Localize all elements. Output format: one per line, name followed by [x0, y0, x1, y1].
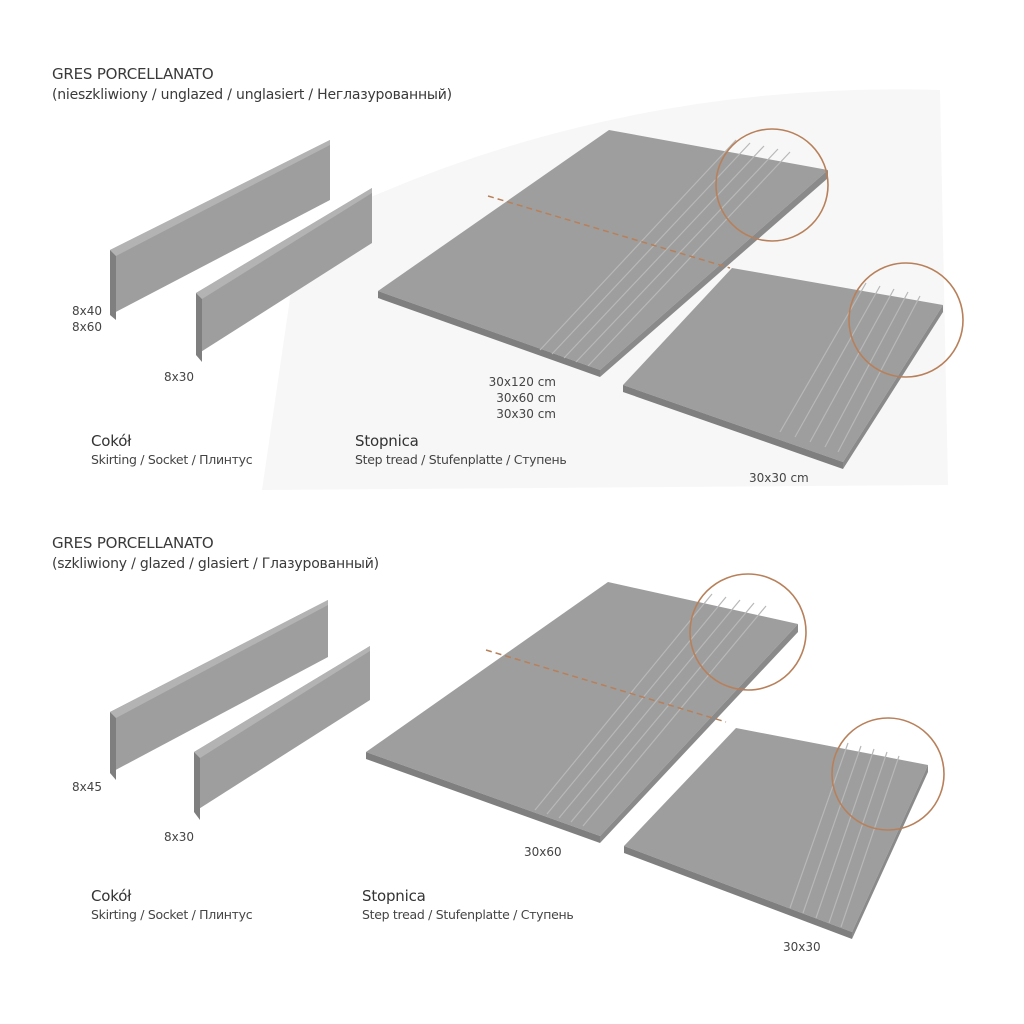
- dimension-label: 30x60 cm: [496, 391, 556, 405]
- dimension-label: 30x120 cm: [488, 375, 556, 389]
- dimension-label: 30x30 cm: [496, 407, 556, 421]
- dimension-label: 8x30: [164, 830, 195, 844]
- skirting-subtitle: Skirting / Socket / Плинтус: [91, 452, 253, 467]
- dimension-label: 8x45: [72, 780, 103, 794]
- step-subtitle: Step tread / Stufenplatte / Ступень: [355, 452, 567, 467]
- skirting-title: Cokół: [91, 432, 132, 450]
- dimension-label: 30x30: [783, 940, 821, 954]
- skirting-title: Cokół: [91, 887, 132, 905]
- step-title: Stopnica: [362, 887, 426, 905]
- dimension-label: 30x60: [524, 845, 562, 859]
- dimension-label: 8x40: [72, 304, 103, 318]
- dimension-label: 8x30: [164, 370, 195, 384]
- section-heading: GRES PORCELLANATO: [52, 65, 214, 83]
- dimension-label: 8x60: [72, 320, 103, 334]
- section-heading: GRES PORCELLANATO: [52, 534, 214, 552]
- section-subheading: (szkliwiony / glazed / glasiert / Глазурованный): [52, 556, 379, 572]
- section-subheading: (nieszkliwiony / unglazed / unglasiert / Неглазурованный): [52, 87, 452, 103]
- skirting-subtitle: Skirting / Socket / Плинтус: [91, 907, 253, 922]
- step-title: Stopnica: [355, 432, 419, 450]
- step-subtitle: Step tread / Stufenplatte / Ступень: [362, 907, 574, 922]
- dimension-label: 30x30 cm: [749, 471, 809, 485]
